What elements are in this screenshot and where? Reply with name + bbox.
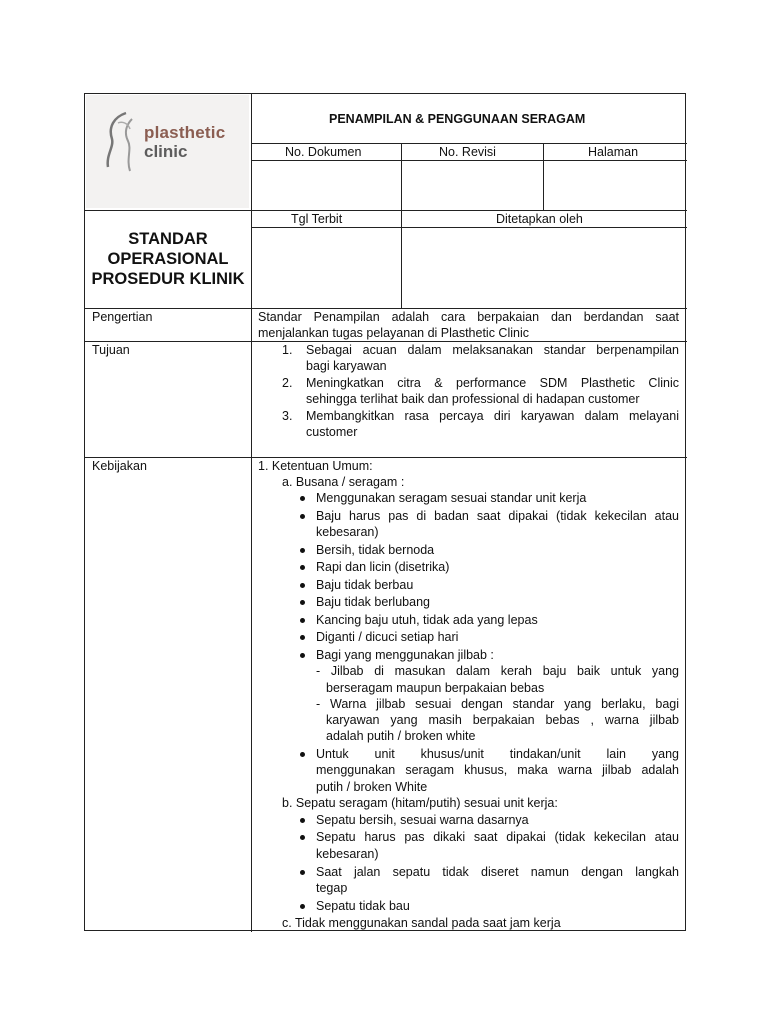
sepatu-item: Saat jalan sepatu tidak diseret namun dengan langkah bbox=[316, 865, 679, 879]
busana-item: Diganti / dicuci setiap hari bbox=[316, 630, 459, 644]
sop-line: STANDAR bbox=[128, 230, 208, 248]
sepatu-item: Sepatu bersih, sesuai warna dasarnya bbox=[316, 813, 529, 827]
logo-figure-icon bbox=[96, 109, 146, 179]
divider bbox=[85, 457, 687, 458]
jilbab-item: adalah putih / broken white bbox=[326, 729, 476, 743]
sandal-rule: c. Tidak menggunakan sandal pada saat jam kerja bbox=[282, 916, 561, 930]
bullet-icon bbox=[300, 548, 305, 553]
no-revisi-header: No. Revisi bbox=[439, 145, 496, 159]
busana-item: Baju tidak berlubang bbox=[316, 595, 430, 609]
sop-document bbox=[84, 93, 686, 931]
pengertian-line: Standar Penampilan adalah cara berpakaian dan berdandan saat bbox=[258, 310, 679, 324]
sepatu-item: Sepatu harus pas dikaki saat dipakai (tidak kekecilan atau bbox=[316, 830, 679, 844]
jilbab-item: karyawan yang masih berpakaian bebas , warna jilbab bbox=[326, 713, 679, 727]
jilbab-item: - Warna jilbab sesuai dengan standar yang berlaku, bagi bbox=[316, 697, 679, 711]
tujuan-item-line: Sebagai acuan dalam melaksanakan standar berpenampilan bbox=[306, 343, 679, 357]
sepatu-item: kebesaran) bbox=[316, 847, 379, 861]
sop-heading bbox=[85, 229, 251, 289]
sepatu-item: tegap bbox=[316, 881, 348, 895]
busana-item: Bersih, tidak bernoda bbox=[316, 543, 435, 557]
divider bbox=[251, 227, 687, 228]
logo-text-plasthetic: plasthetic bbox=[144, 123, 226, 142]
busana-item: Rapi dan licin (disetrika) bbox=[316, 560, 450, 574]
bullet-icon bbox=[300, 565, 305, 570]
sop-line: PROSEDUR KLINIK bbox=[91, 270, 245, 288]
halaman-header: Halaman bbox=[588, 145, 639, 159]
busana-item: kebesaran) bbox=[316, 525, 379, 539]
bullet-icon bbox=[300, 818, 305, 823]
bullet-icon bbox=[300, 653, 305, 658]
sepatu-heading: b. Sepatu seragam (hitam/putih) sesuai unit kerja: bbox=[282, 796, 558, 810]
untuk-line: Untuk unit khusus/unit tindakan/unit lain yang bbox=[316, 747, 679, 761]
pengertian-line: menjalankan tugas pelayanan di Plasthetic Clinic bbox=[258, 326, 529, 340]
bullet-icon bbox=[300, 496, 305, 501]
tujuan-num: 1. bbox=[282, 343, 293, 357]
bullet-icon bbox=[300, 752, 305, 757]
tujuan-item-line: sehingga terlihat baik dan professional di hadapan customer bbox=[306, 392, 640, 406]
sop-line: OPERASIONAL bbox=[107, 250, 229, 268]
tujuan-item-line: Membangkitkan rasa percaya diri karyawan dalam melayani bbox=[306, 409, 679, 423]
no-dokumen-header: No. Dokumen bbox=[285, 145, 362, 159]
divider bbox=[85, 210, 687, 211]
untuk-line: menggunakan seragam khusus, maka warna jilbab adalah bbox=[316, 763, 679, 777]
bullet-icon bbox=[300, 835, 305, 840]
divider bbox=[401, 143, 402, 309]
tujuan-item-line: customer bbox=[306, 425, 358, 439]
kebijakan-label: Kebijakan bbox=[92, 459, 147, 473]
jilbab-item: berseragam maupun berpakaian bebas bbox=[326, 681, 545, 695]
divider bbox=[543, 143, 544, 210]
bullet-icon bbox=[300, 514, 305, 519]
tujuan-num: 3. bbox=[282, 409, 293, 423]
bullet-icon bbox=[300, 618, 305, 623]
divider bbox=[251, 94, 252, 932]
busana-item: Baju harus pas di badan saat dipakai (tidak kekecilan atau bbox=[316, 509, 679, 523]
busana-item: Kancing baju utuh, tidak ada yang lepas bbox=[316, 613, 538, 627]
bullet-icon bbox=[300, 904, 305, 909]
ketentuan-umum: 1. Ketentuan Umum: bbox=[258, 459, 373, 473]
ditetapkan-header: Ditetapkan oleh bbox=[496, 212, 583, 226]
busana-item: Bagi yang menggunakan jilbab : bbox=[316, 648, 494, 662]
pengertian-label: Pengertian bbox=[92, 310, 153, 324]
divider bbox=[251, 160, 687, 161]
bullet-icon bbox=[300, 635, 305, 640]
jilbab-item: - Jilbab di masukan dalam kerah baju baik untuk yang bbox=[316, 664, 679, 678]
tgl-terbit-header: Tgl Terbit bbox=[291, 212, 343, 226]
busana-item: Baju tidak berbau bbox=[316, 578, 414, 592]
bullet-icon bbox=[300, 870, 305, 875]
sepatu-item: Sepatu tidak bau bbox=[316, 899, 410, 913]
clinic-logo bbox=[86, 95, 249, 208]
tujuan-item-line: bagi karyawan bbox=[306, 359, 387, 373]
document-title: PENAMPILAN & PENGGUNAAN SERAGAM bbox=[329, 112, 586, 126]
bullet-icon bbox=[300, 583, 305, 588]
tujuan-num: 2. bbox=[282, 376, 293, 390]
bullet-icon bbox=[300, 600, 305, 605]
tujuan-item-line: Meningkatkan citra & performance SDM Plasthetic Clinic bbox=[306, 376, 679, 390]
untuk-line: putih / broken White bbox=[316, 780, 428, 794]
logo-text-clinic: clinic bbox=[144, 142, 188, 161]
tujuan-label: Tujuan bbox=[92, 343, 130, 357]
busana-heading: a. Busana / seragam : bbox=[282, 475, 405, 489]
busana-item: Menggunakan seragam sesuai standar unit kerja bbox=[316, 491, 587, 505]
